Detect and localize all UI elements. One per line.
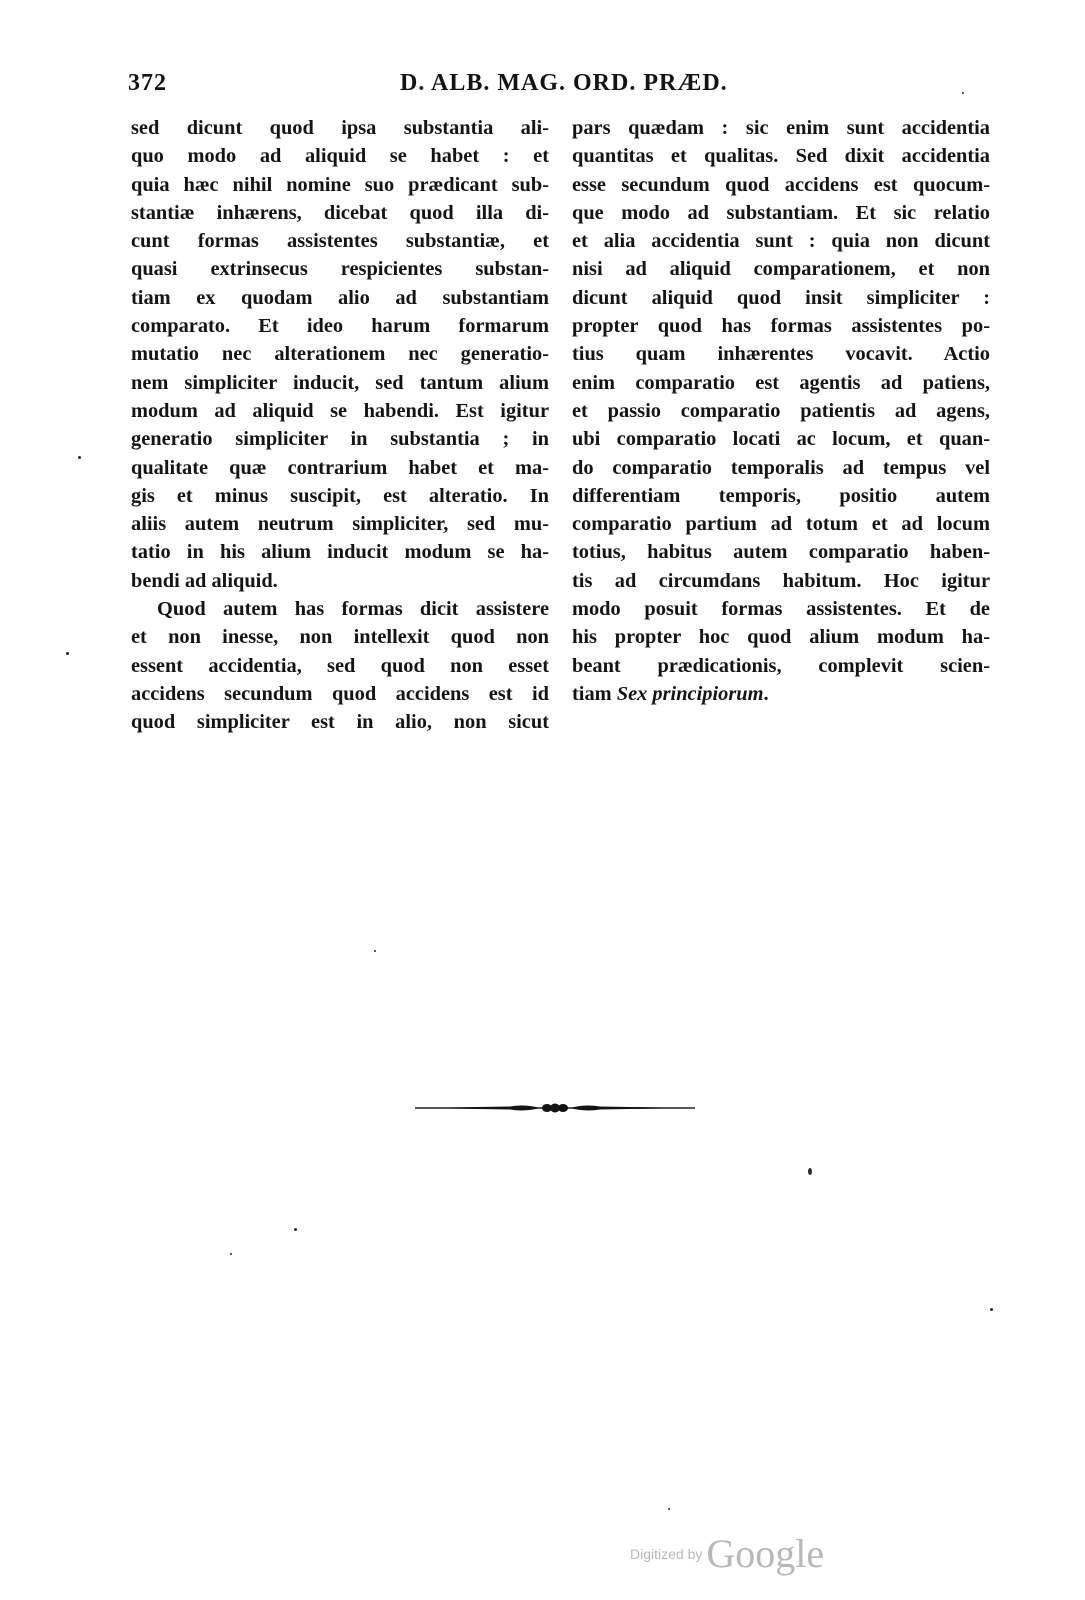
scan-speck [808, 1168, 812, 1175]
scan-speck [230, 1253, 232, 1255]
text-line: et passio comparatio patientis ad agens, [572, 399, 990, 422]
tail-piece-ornament [415, 1100, 695, 1116]
text-line: que modo ad substantiam. Et sic relatio [572, 201, 990, 224]
text-line: propter quod has formas assistentes po- [572, 315, 990, 338]
text-line: pars quædam : sic enim sunt accidentia [572, 117, 990, 139]
google-logo: Google [706, 1531, 825, 1576]
watermark-prefix: Digitized by [630, 1546, 703, 1562]
text-line: bendi ad aliquid. [131, 569, 278, 592]
text-line: nem simpliciter inducit, sed tantum alium [131, 371, 549, 394]
left-column [131, 114, 549, 737]
text-line: tis ad circumdans habitum. Hoc igitur [572, 569, 990, 592]
text-line: beant prædicationis, complevit scien- [572, 654, 990, 677]
text-line: Quod autem has formas dicit assistere [157, 598, 549, 621]
text-line: gis et minus suscipit, est alteratio. In [131, 484, 549, 507]
text-line: et non inesse, non intellexit quod non [131, 626, 549, 649]
final-line-suffix: . [763, 682, 769, 705]
text-line: modo posuit formas assistentes. Et de [572, 598, 990, 621]
text-line: nisi ad aliquid comparationem, et non [572, 258, 990, 281]
text-line: comparatio partium ad totum et ad locum [572, 513, 990, 536]
text-line: esse secundum quod accidens est quocum- [572, 173, 990, 196]
page-number: 372 [128, 70, 167, 96]
text-line: quasi extrinsecus respicientes substan- [131, 258, 549, 281]
text-line: qualitate quæ contrarium habet et ma- [131, 456, 549, 479]
text-line: totius, habitus autem comparatio haben- [572, 541, 990, 564]
text-line: essent accidentia, sed quod non esset [131, 654, 549, 677]
scan-speck [294, 1228, 297, 1231]
text-line: tiam ex quodam alio ad substantiam [131, 286, 549, 309]
text-line: his propter hoc quod alium modum ha- [572, 626, 990, 649]
scan-speck [990, 1308, 993, 1311]
text-line: quo modo ad aliquid se habet : et [131, 145, 549, 168]
running-head [120, 62, 980, 98]
text-line: enim comparatio est agentis ad patiens, [572, 371, 990, 394]
scan-speck [668, 1508, 670, 1510]
text-line: quantitas et qualitas. Sed dixit accidentia [572, 145, 990, 168]
text-line: quia hæc nihil nomine suo prædicant sub- [131, 173, 549, 196]
text-line: accidens secundum quod accidens est id [131, 682, 549, 705]
text-line: cunt formas assistentes substantiæ, et [131, 230, 549, 253]
text-line: differentiam temporis, positio autem [572, 484, 990, 507]
text-line: tatio in his alium inducit modum se ha- [131, 541, 549, 564]
work-title: Sex principiorum [616, 682, 764, 705]
text-line: ubi comparatio locati ac locum, et quan- [572, 428, 990, 451]
text-line: sed dicunt quod ipsa substantia ali- [131, 117, 549, 139]
text-line: stantiæ inhærens, dicebat quod illa di- [131, 201, 549, 224]
text-line: et alia accidentia sunt : quia non dicunt [572, 230, 990, 253]
scan-speck [66, 652, 69, 655]
digitized-by-google-watermark [630, 1530, 824, 1580]
running-title: D. ALB. MAG. ORD. PRÆD. [400, 70, 728, 96]
text-line: mutatio nec alterationem nec generatio- [131, 343, 549, 366]
text-line: do comparatio temporalis ad tempus vel [572, 456, 990, 479]
scan-speck [962, 92, 964, 94]
text-line: aliis autem neutrum simpliciter, sed mu- [131, 513, 549, 536]
final-line-prefix: tiam [572, 682, 617, 705]
scan-speck [374, 950, 376, 952]
right-column [572, 114, 990, 708]
text-line: comparato. Et ideo harum formarum [131, 315, 549, 338]
text-line: dicunt aliquid quod insit simpliciter : [572, 286, 990, 309]
text-line: generatio simpliciter in substantia ; in [131, 428, 549, 451]
scan-speck [78, 456, 81, 459]
text-line: tius quam inhærentes vocavit. Actio [572, 343, 990, 366]
text-line-final [572, 680, 990, 708]
text-line: quod simpliciter est in alio, non sicut [131, 711, 549, 734]
text-line: modum ad aliquid se habendi. Est igitur [131, 399, 549, 422]
